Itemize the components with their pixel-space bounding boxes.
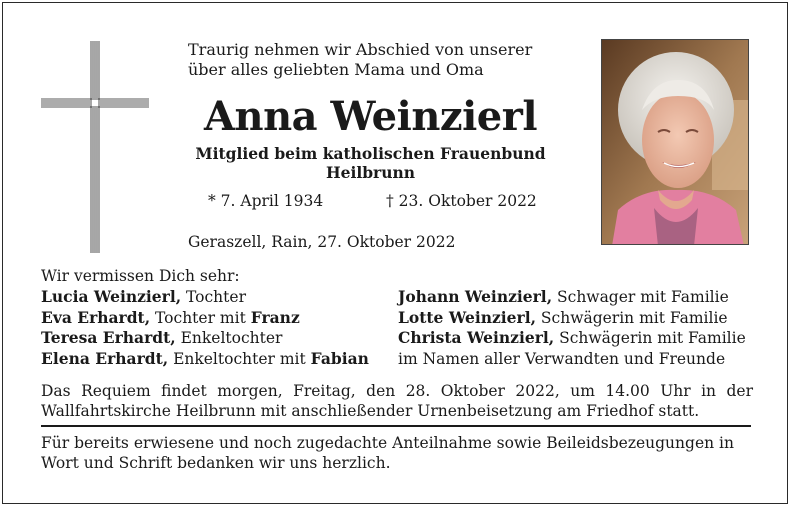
mourner-name: Christa Weinzierl, [398, 328, 555, 348]
mourner-row [398, 328, 746, 349]
mourner-row [398, 308, 746, 329]
mourner-relation: Schwager mit Familie [552, 288, 729, 306]
mourner-name: Elena Erhardt, [41, 349, 169, 369]
mourner-row [398, 287, 746, 308]
intro-line-1: Traurig nehmen wir Abschied von unserer [188, 40, 533, 59]
mourner-row [41, 328, 369, 349]
mourners-right-column [398, 287, 746, 370]
mourners-heading: Wir vermissen Dich sehr: [41, 267, 240, 285]
mourner-relation: Enkeltochter mit [168, 350, 311, 369]
mourner-name: Teresa Erhardt, [41, 328, 176, 348]
cross-icon [41, 41, 149, 253]
intro-text [188, 40, 578, 80]
place-and-date: Geraszell, Rain, 27. Oktober 2022 [188, 233, 456, 251]
membership-line-1: Mitglied beim katholischen Frauenbund [195, 144, 546, 163]
mourners-left-column [41, 287, 369, 370]
mourner-relation: Tochter mit [150, 308, 251, 327]
mourner-row [41, 308, 369, 329]
requiem-notice: Das Requiem findet morgen, Freitag, den 28. Oktober 2022, um 14.00 Uhr in der Wallfahrtskirche Heilbrunn mit anschließender Urnenbeisetzung am Friedhof statt. [41, 382, 753, 420]
birth-date: * 7. April 1934 [208, 192, 324, 210]
mourner-name: Eva Erhardt, [41, 307, 151, 327]
deceased-name: Anna Weinzierl [203, 93, 538, 140]
mourner-relation: Schwägerin mit Familie [554, 329, 746, 348]
obituary-card [2, 2, 788, 504]
mourner-row [41, 287, 369, 308]
mourner-relation: Tochter [181, 288, 246, 306]
mourner-extra: Fabian [310, 349, 369, 369]
intro-line-2: über alles geliebten Mama und Oma [188, 60, 484, 79]
membership [188, 144, 553, 182]
mourner-row [41, 349, 369, 370]
mourner-name: Lotte Weinzierl, [398, 307, 536, 327]
membership-line-2: Heilbrunn [325, 163, 416, 182]
mourner-name: Johann Weinzierl, [398, 287, 553, 306]
mourner-row [398, 349, 746, 370]
divider [41, 425, 751, 427]
mourner-relation: Enkeltochter [175, 329, 283, 348]
mourner-relation: Schwägerin mit Familie [535, 308, 728, 327]
thanks-notice: Für bereits erwiesene und noch zugedachte Anteilnahme sowie Beileidsbezeugungen in Wort und Schrift bedanken wir uns herzlich. [41, 434, 734, 472]
death-date: † 23. Oktober 2022 [386, 192, 537, 210]
mourner-extra: Franz [250, 307, 300, 327]
mourner-name: Lucia Weinzierl, [41, 287, 182, 306]
portrait-illustration [602, 40, 749, 245]
mourner-relation: im Namen aller Verwandten und Freunde [398, 350, 726, 369]
portrait-photo [601, 39, 749, 245]
